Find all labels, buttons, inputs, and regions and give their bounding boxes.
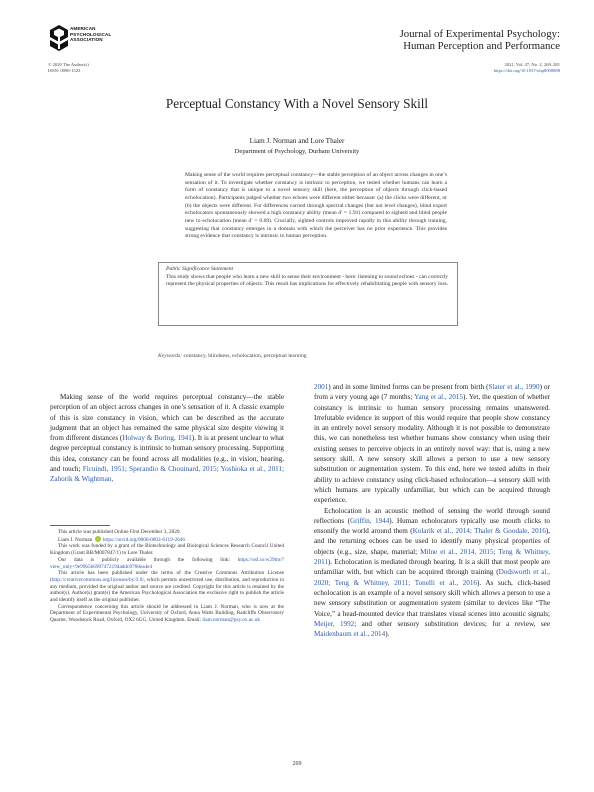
- license-link[interactable]: http://creativecommons.org/licenses/by/3.0/: [51, 576, 144, 583]
- copyright: © 2020 The Author(s): [48, 62, 89, 67]
- doi-link[interactable]: https://doi.org/10.1037/xhp0000888: [493, 67, 560, 73]
- significance-heading: Public Significance Statement: [166, 266, 234, 272]
- logo-line: AMERICAN: [70, 26, 96, 31]
- body-text: ). It is at present unclear to what degree perceptual constancy is intrinsic to human sensory processing. Supporting this idea, constancy can be found across all modalities (e.g., in vision, hearing, and touch;: [50, 434, 284, 474]
- apa-emblem-icon: [48, 24, 70, 52]
- citation-link[interactable]: Maidenbaum et al., 2014: [314, 630, 386, 639]
- keywords: [158, 353, 458, 359]
- citation-link[interactable]: Yang et al., 2015: [414, 393, 463, 402]
- body-paragraph: [314, 506, 550, 640]
- journal-name-line1: Journal of Experimental Psychology:: [399, 28, 560, 40]
- citation-link[interactable]: Kolarik et al., 2014; Thaler & Goodale, 2016: [412, 527, 546, 536]
- footnote-divider: [50, 525, 110, 526]
- data-link[interactable]: https://osf.io/w29tm/?view_only=9e99b5b6907472194addc8768ea4e4: [50, 556, 284, 570]
- citation-link[interactable]: Milne et al., 2014, 2015; Teng & Whitney, 2011: [314, 547, 550, 567]
- significance-body: This study shows that people who learn a new skill to sense their environment - here: listening to sound echoes - can correctly represent the physical properties of objects. This result has implications for effectively rehabilitating people with sensory loss.: [166, 273, 449, 287]
- page-number: 269: [292, 761, 302, 767]
- footnotes: [50, 529, 284, 624]
- orcid-icon: [95, 536, 101, 542]
- footnote: [50, 570, 284, 604]
- body-column-left: [50, 392, 284, 485]
- citation-link[interactable]: Meijer, 1992: [314, 619, 355, 628]
- body-text: ; and other sensory substitution devices; for a review, see: [354, 619, 550, 628]
- body-text: Echolocation is an acoustic method of sensing the world through sound reflections (: [314, 506, 550, 525]
- body-text: ). Echolocation is mediated through hearing. It is a skill that most people are unfamiliar with, but which can be acquired through training (: [314, 558, 550, 577]
- apa-logo: [48, 24, 136, 58]
- body-text: Making sense of the world requires perceptual constancy—the stable perception of an object across changes in one’s sensation of it. A classic example of this is size constancy in vision, which can be described as the accurate judgment that an object has remained the same physical size despite viewing it from different distances (: [50, 393, 284, 443]
- significance-box: [158, 262, 458, 326]
- body-text: ) and in some limited forms can be present from birth (: [328, 383, 489, 391]
- footnote: [50, 604, 284, 624]
- copyright-block: [48, 62, 89, 74]
- journal-name: [340, 28, 560, 53]
- issn: ISSN: 0096-1523: [48, 67, 81, 73]
- citation-block: [494, 62, 560, 74]
- footnote: This article was published Online First December 3, 2020.: [58, 529, 181, 535]
- body-text: ). As such, click-based echolocation is an example of a novel sensory skill which allows a person to use a new sensory substitution or augmentation system (similar to devices like “The Voice,” a head-mounted device that translates visual scenes into acoustic signals;: [314, 578, 550, 618]
- footnote-text: , which permits unrestricted use, distribution, and reproduction in any medium, provided the original author and source are credited. Copyright for this article is retained by the author(s). Author(s) grant(s) the American Psychological Association the exclusive right to publish the article and identify itself as the original publisher.: [50, 576, 284, 604]
- body-paragraph: [314, 382, 550, 506]
- logo-line: ASSOCIATION: [70, 37, 103, 43]
- body-text: ) or from a very young age (7 months;: [314, 383, 550, 402]
- citation-link[interactable]: 2001: [314, 383, 329, 391]
- citation-link[interactable]: Dodsworth et al., 2020; Teng & Whitney, 2011; Tonelli et al., 2016: [314, 568, 550, 587]
- body-paragraph: [50, 392, 284, 485]
- footnote-text: Correspondence concerning this article should be addressed to Liam J. Norman, who is now at the Department of Experimental Psychology, University of Oxford, Anna Watts Building, Radcliffe Observatory Quarter, Woodstock Road, Oxford, OX2 6GG, United Kingdom. Email:: [50, 603, 284, 624]
- authors: Liam J. Norman and Lore Thaler: [249, 137, 345, 145]
- abstract: Making sense of the world requires perceptual constancy—the stable perception of an object across changes in one’s sensation of it. To investigate whether constancy is intrinsic to perception, we tested whether humans can learn a form of constancy that is unique to a novel sensory skill (here, the perception of objects through click-based echolocation). Participants judged whether two echoes were different either because: (a) the clicks were different, or (b) the objects were different. For differences carried through spectral changes (but not level changes), blind expert echolocators spontaneously showed a high constancy ability (mean d′ = 1.91) compared to sighted and blind people new to echolocation (mean d′ = 0.69). Crucially, sighted controls improved rapidly in this ability through training, suggesting that constancy emerges in a domain with which the perceiver has no prior experience. This provides strong evidence that constancy is intrinsic to human perception.: [185, 172, 447, 240]
- keywords-label: Keywords:: [158, 353, 183, 359]
- keywords-value: constancy, blindness, echolocation, perceptual learning: [183, 353, 307, 359]
- footnote: This work was funded by a grant of the Biotechnology and Biological Sciences Research Council United Kingdom (Grant BB/M007847/1) to Lore Thaler.: [50, 543, 284, 557]
- logo-text: [70, 26, 138, 43]
- article-title: Perceptual Constancy With a Novel Sensory Skill: [165, 96, 429, 111]
- body-text: ).: [385, 630, 390, 639]
- orcid-link[interactable]: https://orcid.org/0000-0002-6119-2646: [102, 536, 185, 543]
- citation-link[interactable]: Holway & Boring, 1941: [122, 434, 192, 443]
- email-link[interactable]: liam.norman@psy.ox.ac.uk: [202, 617, 260, 624]
- footnote-author: Liam J. Norman: [58, 536, 93, 543]
- journal-name-line2: Human Perception and Performance: [403, 40, 560, 53]
- citation-link[interactable]: Ficuindi, 1951; Sperandio & Chouinard, 2015; Yoshioka et al., 2011; Zahorik & Wightman,: [50, 465, 285, 484]
- footnote-text: This article has been published under the terms of the Creative Commons Attribution License (: [50, 570, 284, 583]
- affiliation: Department of Psychology, Durham University: [234, 148, 360, 155]
- footnote: [50, 557, 284, 570]
- footnote-text: Our data is publicly available through the following link:: [58, 556, 238, 563]
- body-text: ). Yet, the question of whether constancy is intrinsic to human sensory processing remains unanswered. Irrefutable evidence in support of this would require that people show constancy in an entirely novel sensory modality. Although it is not possible to demonstrate this, we can nonetheless test whether humans show constancy when using their existing senses to perceive objects in an entirely novel way: that is, using a new sensory skill. A new sensory skill allows a person to use a new sensory substitution or augmentation system. To this end, here we tested adults in their ability to achieve constancy using click-based echolocation—a sensory skill with which humans are typically unfamiliar, but which can be acquired through experience.: [314, 393, 550, 505]
- logo-line: PSYCHOLOGICAL: [70, 31, 112, 37]
- body-text: ). Human echolocators typically use mouth clicks to ensonify the world around them (: [314, 516, 550, 536]
- body-text: ), and the returning echoes can be used to identify many physical properties of objects (e.g., size, shape, material;: [314, 527, 551, 556]
- citation-link[interactable]: Griffin, 1944: [350, 516, 390, 525]
- body-column-right: [314, 382, 550, 639]
- citation-link[interactable]: Slater et al., 1990: [488, 383, 540, 391]
- volume-info: 2021, Vol. 47, No. 2, 269–281: [504, 62, 560, 67]
